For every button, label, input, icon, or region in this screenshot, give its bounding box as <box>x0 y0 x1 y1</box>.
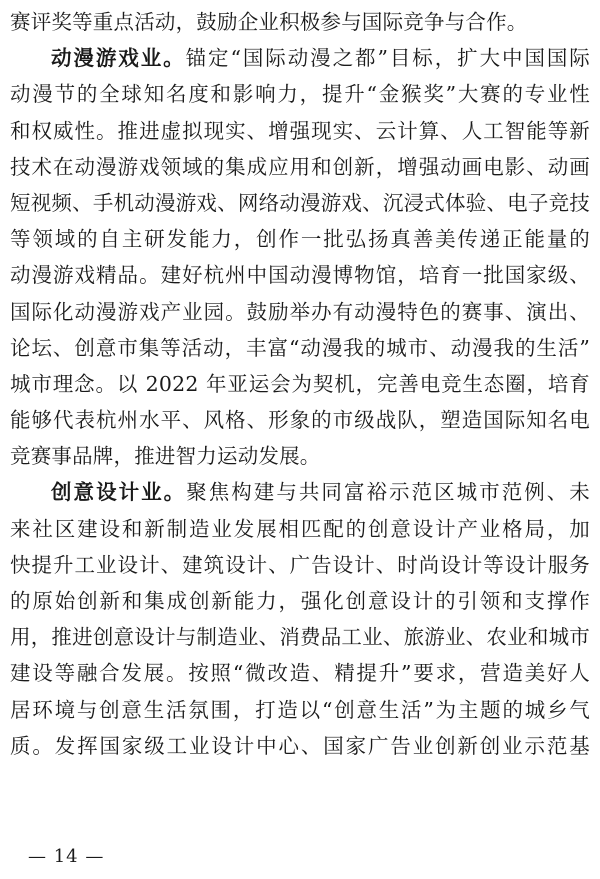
text-line: 技术在动漫游戏领域的集成应用和创新，增强动画电影、动画 <box>10 154 590 179</box>
text-line: 动漫节的全球知名度和影响力，提升“金猴奖”大赛的专业性 <box>10 82 590 107</box>
text-line: 竞赛事品牌，推进智力运动发展。 <box>10 444 321 469</box>
section-heading-animation-games: 动漫游戏业。 <box>51 46 186 71</box>
text-line: 质。发挥国家级工业设计中心、国家广告业创新创业示范基 <box>10 733 590 758</box>
text-line: 来社区建设和新制造业发展相匹配的创意设计产业格局，加 <box>10 516 590 541</box>
text-line: 短视频、手机动漫游戏、网络动漫游戏、沉浸式体验、电子竞技 <box>10 190 590 215</box>
text-line: 居环境与创意生活氛围，打造以“创意生活”为主题的城乡气 <box>10 697 590 722</box>
document-page <box>10 0 590 764</box>
section-heading-creative-design: 创意设计业。 <box>51 480 187 505</box>
text-line: 的原始创新和集成创新能力，强化创意设计的引领和支撑作 <box>10 589 590 613</box>
text-line: 赛评奖等重点活动，鼓励企业积极参与国际竞争与合作。 <box>10 10 528 34</box>
text-line: 能够代表杭州水平、风格、形象的市级战队，塑造国际知名电 <box>10 408 590 433</box>
text-line: 建设等融合发展。按照“微改造、精提升”要求，营造美好人 <box>10 661 590 686</box>
text-line: 城市理念。以 2022 年亚运会为契机，完善电竞生态圈，培育 <box>10 371 590 396</box>
paragraph-first-line <box>10 40 590 76</box>
text-line: 动漫游戏精品。建好杭州中国动漫博物馆，培育一批国家级、 <box>10 263 590 288</box>
paragraph-first-line <box>10 474 590 510</box>
text-line: 等领域的自主研发能力，创作一批弘扬真善美传递正能量的 <box>10 227 590 252</box>
text-line: 论坛、创意市集等活动，丰富“动漫我的城市、动漫我的生活” <box>10 335 590 360</box>
text-span: 锚定“国际动漫之都”目标，扩大中国国际 <box>185 46 591 71</box>
text-line: 国际化动漫游戏产业园。鼓励举办有动漫特色的赛事、演出、 <box>10 299 590 324</box>
text-line: 用，推进创意设计与制造业、消费品工业、旅游业、农业和城市 <box>10 625 590 650</box>
text-line: 快提升工业设计、建筑设计、广告设计、时尚设计等设计服务 <box>10 552 590 577</box>
page-number: — 14 — <box>28 846 105 867</box>
text-line: 和权威性。推进虚拟现实、增强现实、云计算、人工智能等新 <box>10 118 590 143</box>
text-span: 聚焦构建与共同富裕示范区城市范例、未 <box>186 480 590 505</box>
